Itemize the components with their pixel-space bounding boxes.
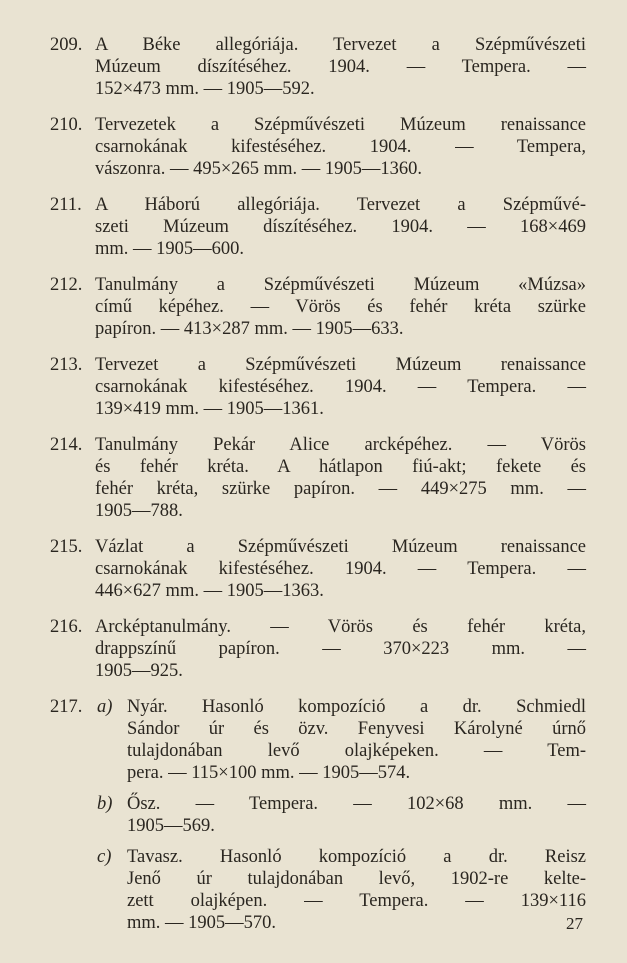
entry-text-line: 139×419 mm. — 1905—1361. [95, 399, 324, 419]
subentry-label: b) [97, 794, 113, 814]
subentry-c [95, 846, 586, 934]
entry-text-line: Vázlat a Szépművészeti Múzeum renaissance [95, 537, 586, 557]
entry-text-line: 1905—925. [95, 661, 183, 681]
entry-text-line: Nyár. Hasonló kompozíció a dr. Schmiedl [127, 697, 586, 717]
entry-text-line: és fehér kréta. A hátlapon fiú-akt; fekete és [95, 457, 586, 477]
subentry-a [95, 696, 586, 784]
entry-number: 212. [50, 275, 83, 295]
subentry-b [95, 793, 586, 837]
entry-list [50, 34, 586, 948]
entry-text-line: zett olajképen. — Tempera. — 139×116 [127, 891, 586, 911]
entry-number: 209. [50, 35, 83, 55]
entry-text-line: Tervezet a Szépművészeti Múzeum renaissance [95, 355, 586, 375]
catalogue-entry-209 [50, 34, 586, 100]
entry-text-line: Sándor úr és özv. Fenyvesi Károlyné úrnő [127, 719, 586, 739]
entry-text-line: 446×627 mm. — 1905—1363. [95, 581, 324, 601]
entry-text-line: Tanulmány a Szépművészeti Múzeum «Múzsa» [95, 275, 586, 295]
entry-number: 211. [50, 195, 82, 215]
entry-text-line: drappszínű papíron. — 370×223 mm. — [95, 639, 586, 659]
entry-text-line: tulajdonában levő olajképeken. — Tem- [127, 741, 586, 761]
entry-text-line: Tervezetek a Szépművészeti Múzeum renaissance [95, 115, 586, 135]
entry-text-line: pera. — 115×100 mm. — 1905—574. [127, 763, 411, 783]
entry-text-line: Tanulmány Pekár Alice arcképéhez. — Vörös [95, 435, 586, 455]
entry-text-line: vászonra. — 495×265 mm. — 1905—1360. [95, 159, 422, 179]
entry-number: 217. [50, 697, 83, 717]
entry-text-line: papíron. — 413×287 mm. — 1905—633. [95, 319, 404, 339]
entry-text-line: A Béke allegóriája. Tervezet a Szépművészeti [95, 35, 586, 55]
catalogue-entry-216 [50, 616, 586, 682]
entry-text-line: csarnokának kifestéséhez. 1904. — Tempera. — [95, 559, 586, 579]
entry-text-line: szeti Múzeum díszítéséhez. 1904. — 168×469 [95, 217, 586, 237]
catalogue-entry-211 [50, 194, 586, 260]
entry-text-line: 1905—788. [95, 501, 183, 521]
entry-text-line: mm. — 1905—570. [127, 913, 277, 933]
catalogue-entry-214 [50, 434, 586, 522]
entry-number: 213. [50, 355, 83, 375]
entry-text-line: A Háború allegóriája. Tervezet a Szépművé- [95, 195, 586, 215]
catalogue-entry-217 [50, 696, 586, 934]
entry-text-line: című képéhez. — Vörös és fehér kréta szürke [95, 297, 586, 317]
catalogue-entry-215 [50, 536, 586, 602]
subentry-label: a) [97, 697, 113, 717]
entry-text-line: 1905—569. [127, 816, 215, 836]
entry-number: 215. [50, 537, 83, 557]
entry-text-line: csarnokának kifestéséhez. 1904. — Tempera. — [95, 377, 586, 397]
entry-text-line: 152×473 mm. — 1905—592. [95, 79, 315, 99]
catalogue-entry-212 [50, 274, 586, 340]
catalogue-entry-213 [50, 354, 586, 420]
entry-number: 214. [50, 435, 83, 455]
entry-text-line: Múzeum díszítéséhez. 1904. — Tempera. — [95, 57, 586, 77]
catalogue-entry-210 [50, 114, 586, 180]
entry-text-line: Arcképtanulmány. — Vörös és fehér kréta, [95, 617, 586, 637]
page-number: 27 [566, 914, 583, 933]
entry-text-line: mm. — 1905—600. [95, 239, 245, 259]
entry-text-line: Ősz. — Tempera. — 102×68 mm. — [127, 794, 586, 814]
entry-number: 216. [50, 617, 83, 637]
entry-text-line: Tavasz. Hasonló kompozíció a dr. Reisz [127, 847, 586, 867]
entry-number: 210. [50, 115, 83, 135]
entry-text-line: fehér kréta, szürke papíron. — 449×275 mm. — [95, 479, 586, 499]
entry-text-line: Jenő úr tulajdonában levő, 1902-re kelte- [127, 869, 586, 889]
entry-text-line: csarnokának kifestéséhez. 1904. — Tempera, [95, 137, 586, 157]
subentry-label: c) [97, 847, 112, 867]
